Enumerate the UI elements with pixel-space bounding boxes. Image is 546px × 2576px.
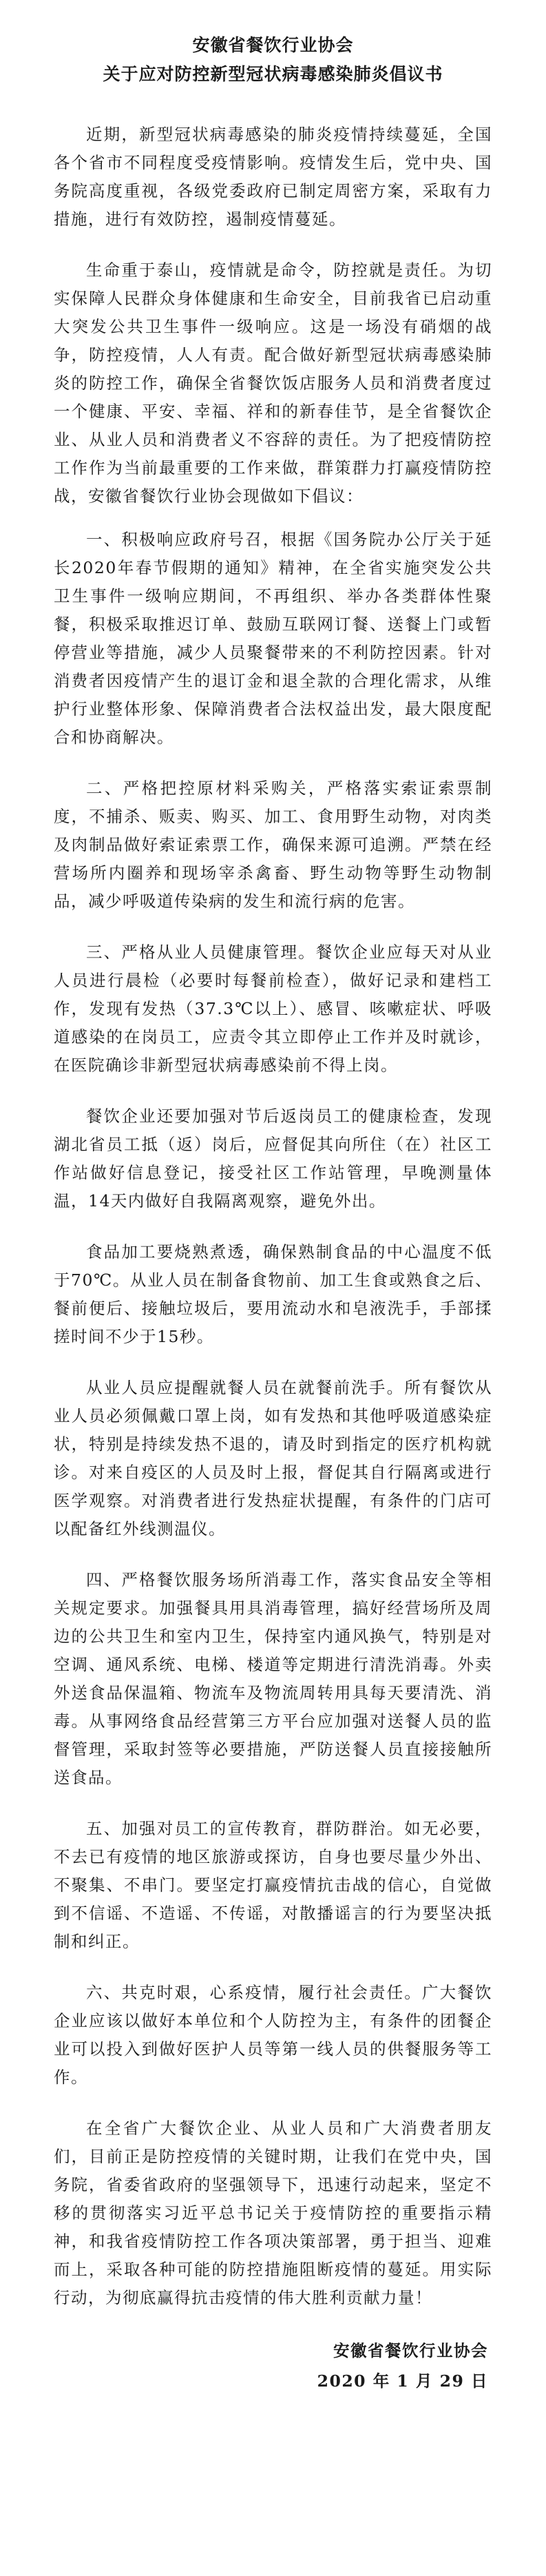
- paragraph-item-6: 六、共克时艰，心系疫情，履行社会责任。广大餐饮企业应该以做好本单位和个人防控为主，有条件的团餐企业可以投入到做好医护人员等第一线人员的供餐服务等工作。: [54, 1983, 492, 2087]
- paragraph-returning-staff: 餐饮企业还要加强对节后返岗员工的健康检查，发现湖北省员工抵（返）岗后，应督促其向所住（在）社区工作站做好信息登记，接受社区工作站管理，早晚测量体温，14天内做好自我隔离观察，避免外出。: [54, 1106, 492, 1210]
- paragraph-handwashing: 从业人员应提醒就餐人员在就餐前洗手。所有餐饮从业人员必须佩戴口罩上岗，如有发热和其他呼吸道感染症状，特别是持续发热不退的，请及时到指定的医疗机构就诊。对来自疫区的人员及时上报，督促其自行隔离或进行医学观察。对消费者进行发热症状提醒，有条件的门店可以配备红外线测温仪。: [54, 1378, 492, 1538]
- paragraph-item-2: 二、严格把控原材料采购关，严格落实索证索票制度，不捕杀、贩卖、购买、加工、食用野生动物，对肉类及肉制品做好索证索票工作，确保来源可追溯。严禁在经营场所内圈养和现场宰杀禽畜、野生动物等野生动物制品，减少呼吸道传染病的发生和流行病的危害。: [54, 779, 492, 911]
- title-block: [54, 31, 492, 89]
- signature-block: [54, 2336, 492, 2396]
- paragraph-intro: 近期，新型冠状病毒感染的肺炎疫情持续蔓延，全国各个省市不同程度受疫情影响。疫情发生后，党中央、国务院高度重视，各级党委政府已制定周密方案，采取有力措施，进行有效防控，遏制疫情蔓延。: [54, 125, 492, 229]
- paragraph-item-5: 五、加强对员工的宣传教育，群防群治。如无必要，不去已有疫情的地区旅游或探访，自身也要尽量少外出、不聚集、不串门。要坚定打赢疫情抗击战的信心，自觉做到不信谣、不造谣、不传谣，对散播谣言的行为要坚决抵制和纠正。: [54, 1819, 492, 1951]
- signature-date: 2020 年 1 月 29 日: [317, 2371, 488, 2391]
- paragraph-item-3: 三、严格从业人员健康管理。餐饮企业应每天对从业人员进行晨检（必要时每餐前检查），做好记录和建档工作，发现有发热（37.3℃以上）、感冒、咳嗽症状、呼吸道感染的在岗员工，应责令其立即停止工作并及时就诊，在医院确诊非新型冠状病毒感染前不得上岗。: [54, 942, 492, 1075]
- paragraph-item-1: 一、积极响应政府号召，根据《国务院办公厅关于延长2020年春节假期的通知》精神，在全省实施突发公共卫生事件一级响应期间，不再组织、举办各类群体性聚餐，积极采取推迟订单、鼓励互联网订餐、送餐上门或暂停营业等措施，减少人员聚餐带来的不利防控因素。针对消费者因疫情产生的退订金和退全款的合理化需求，从维护行业整体形象、保障消费者合法权益出发，最大限度配合和协商解决。: [54, 530, 492, 747]
- signature-org: 安徽省餐饮行业协会: [333, 2341, 488, 2360]
- paragraph-food-temperature: 食品加工要烧熟煮透，确保熟制食品的中心温度不低于70℃。从业人员在制备食物前、加工生食或熟食之后、餐前便后、接触垃圾后，要用流动水和皂液洗手，手部揉搓时间不少于15秒。: [54, 1242, 492, 1346]
- document-title: 关于应对防控新型冠状病毒感染肺炎倡议书: [103, 64, 443, 84]
- paragraph-item-4: 四、严格餐饮服务场所消毒工作，落实食品安全等相关规定要求。加强餐具用具消毒管理，搞好经营场所及周边的公共卫生和室内卫生，保持室内通风换气，特别是对空调、通风系统、电梯、楼道等定期进行清洗消毒。外卖外送食品保温箱、物流车及物流周转用具每天要清洗、消毒。从事网络食品经营第三方平台应加强对送餐人员的监督管理，采取封签等必要措施，严防送餐人员直接接触所送食品。: [54, 1570, 492, 1787]
- paragraph-responsibility: 生命重于泰山，疫情就是命令，防控就是责任。为切实保障人民群众身体健康和生命安全，目前我省已启动重大突发公共卫生事件一级响应。这是一场没有硝烟的战争，防控疫情，人人有责。配合做好新型冠状病毒感染肺炎的防控工作，确保全省餐饮饭店服务人员和消费者度过一个健康、平安、幸福、祥和的新春佳节，是全省餐饮企业、从业人员和消费者义不容辞的责任。为了把疫情防控工作作为当前最重要的工作来做，群策群力打赢疫情防控战，安徽省餐饮行业协会现做如下倡议：: [54, 260, 492, 506]
- org-title: 安徽省餐饮行业协会: [192, 35, 354, 55]
- paragraph-closing: 在全省广大餐饮企业、从业人员和广大消费者朋友们，目前正是防控疫情的关键时期，让我们在党中央，国务院，省委省政府的坚强领导下，迅速行动起来，坚定不移的贯彻落实习近平总书记关于疫情防控的重要指示精神，和我省疫情防控工作各项决策部署，勇于担当、迎难而上，采取各种可能的防控措施阻断疫情的蔓延。用实际行动，为彻底赢得抗击疫情的伟大胜利贡献力量！: [54, 2119, 492, 2307]
